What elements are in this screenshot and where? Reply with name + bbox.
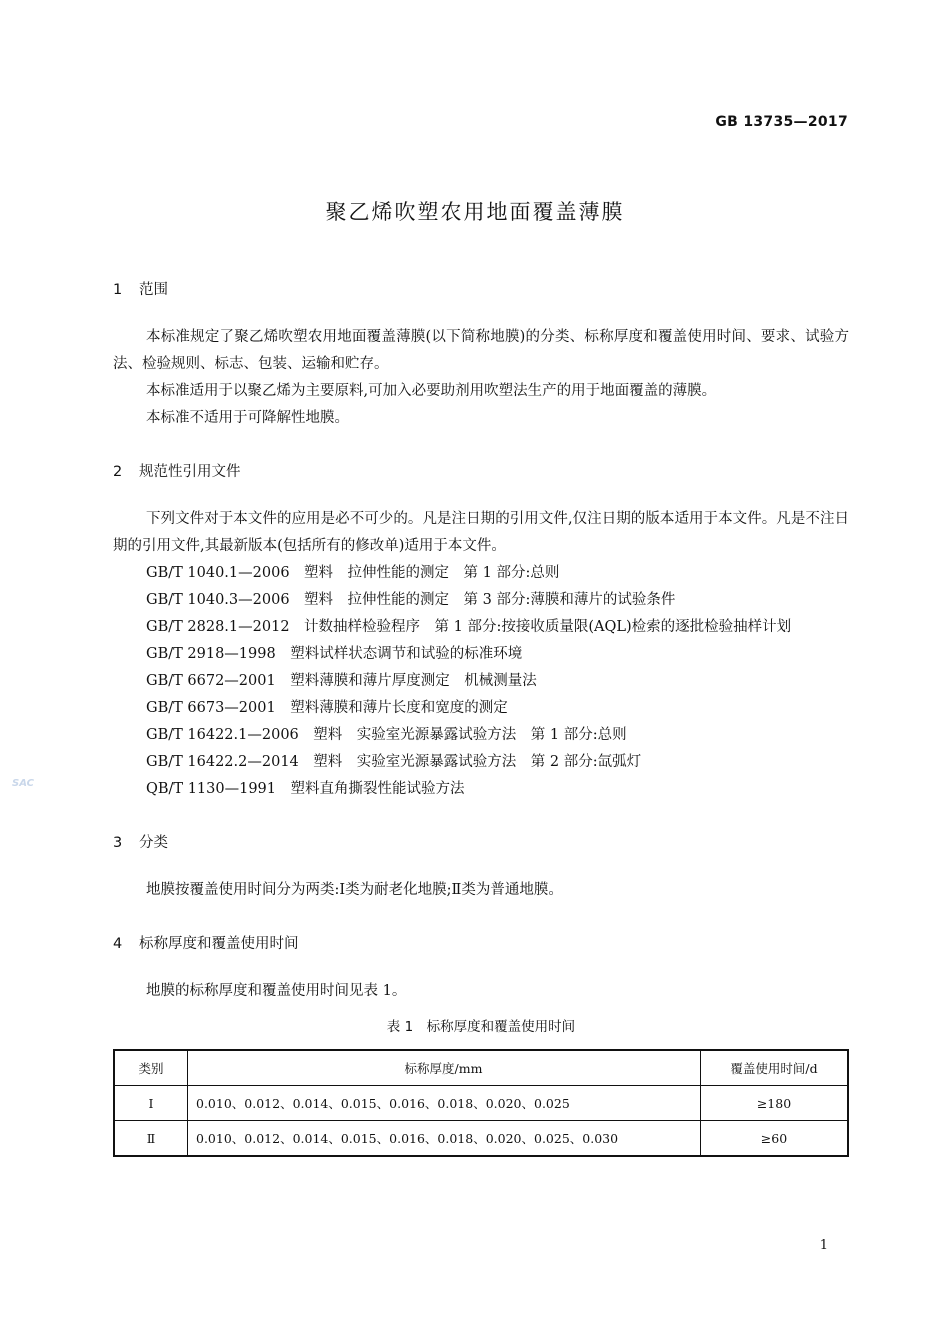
section-1-heading xyxy=(113,278,849,302)
header-category: 类别 xyxy=(114,1050,188,1086)
paragraph: 本标准适用于以聚乙烯为主要原料,可加入必要助剂用吹塑法生产的用于地面覆盖的薄膜。 xyxy=(146,383,717,399)
cell-thickness: 0.010、0.012、0.014、0.015、0.016、0.018、0.020、0.025、0.030 xyxy=(188,1121,701,1157)
section-title: 标称厚度和覆盖使用时间 xyxy=(139,936,299,952)
reference-item: QB/T 1130—1991 塑料直角撕裂性能试验方法 xyxy=(146,781,465,797)
cell-category: Ⅰ xyxy=(114,1086,188,1121)
header-thickness: 标称厚度/mm xyxy=(188,1050,701,1086)
section-title: 规范性引用文件 xyxy=(139,464,241,480)
section-title: 范围 xyxy=(139,282,168,298)
reference-item: GB/T 16422.1—2006 塑料 实验室光源暴露试验方法 第 1 部分:总则 xyxy=(146,727,627,743)
standard-code: GB 13735—2017 xyxy=(715,114,848,130)
document-body xyxy=(113,278,849,1157)
cell-duration: ≥60 xyxy=(701,1121,849,1157)
reference-item: GB/T 2828.1—2012 计数抽样检验程序 第 1 部分:按接收质量限(AQL)检索的逐批检验抽样计划 xyxy=(146,619,792,635)
section-number: 4 xyxy=(113,936,123,952)
section-number: 1 xyxy=(113,282,123,298)
table-row xyxy=(114,1121,848,1157)
reference-item: GB/T 1040.1—2006 塑料 拉伸性能的测定 第 1 部分:总则 xyxy=(146,565,560,581)
sac-watermark: SAC xyxy=(12,778,34,789)
table-row xyxy=(114,1086,848,1121)
cell-duration: ≥180 xyxy=(701,1086,849,1121)
paragraph: 下列文件对于本文件的应用是必不可少的。凡是注日期的引用文件,仅注日期的版本适用于本文件。凡是不注日期的引用文件,其最新版本(包括所有的修改单)适用于本文件。 xyxy=(113,511,849,554)
thickness-table xyxy=(113,1049,849,1157)
section-3-heading xyxy=(113,831,849,855)
section-number: 2 xyxy=(113,464,123,480)
paragraph: 地膜的标称厚度和覆盖使用时间见表 1。 xyxy=(146,983,407,999)
table-caption: 表 1 标称厚度和覆盖使用时间 xyxy=(386,1019,576,1035)
paragraph: 本标准规定了聚乙烯吹塑农用地面覆盖薄膜(以下简称地膜)的分类、标称厚度和覆盖使用时间、要求、试验方法、检验规则、标志、包装、运输和贮存。 xyxy=(113,329,849,372)
reference-item: GB/T 6673—2001 塑料薄膜和薄片长度和宽度的测定 xyxy=(146,700,508,716)
reference-item: GB/T 2918—1998 塑料试样状态调节和试验的标准环境 xyxy=(146,646,523,662)
cell-thickness: 0.010、0.012、0.014、0.015、0.016、0.018、0.020、0.025 xyxy=(188,1086,701,1121)
reference-item: GB/T 16422.2—2014 塑料 实验室光源暴露试验方法 第 2 部分:氙弧灯 xyxy=(146,754,642,770)
page-number: 1 xyxy=(819,1238,828,1253)
paragraph: 地膜按覆盖使用时间分为两类:Ⅰ类为耐老化地膜;Ⅱ类为普通地膜。 xyxy=(146,882,563,898)
header-duration: 覆盖使用时间/d xyxy=(701,1050,849,1086)
reference-item: GB/T 6672—2001 塑料薄膜和薄片厚度测定 机械测量法 xyxy=(146,673,537,689)
section-number: 3 xyxy=(113,835,123,851)
section-title: 分类 xyxy=(139,835,168,851)
reference-item: GB/T 1040.3—2006 塑料 拉伸性能的测定 第 3 部分:薄膜和薄片的试验条件 xyxy=(146,592,676,608)
table-header-row xyxy=(114,1050,848,1086)
cell-category: Ⅱ xyxy=(114,1121,188,1157)
document-title: 聚乙烯吹塑农用地面覆盖薄膜 xyxy=(325,200,625,224)
paragraph: 本标准不适用于可降解性地膜。 xyxy=(146,410,349,426)
section-4-heading xyxy=(113,932,849,956)
section-2-heading xyxy=(113,460,849,484)
